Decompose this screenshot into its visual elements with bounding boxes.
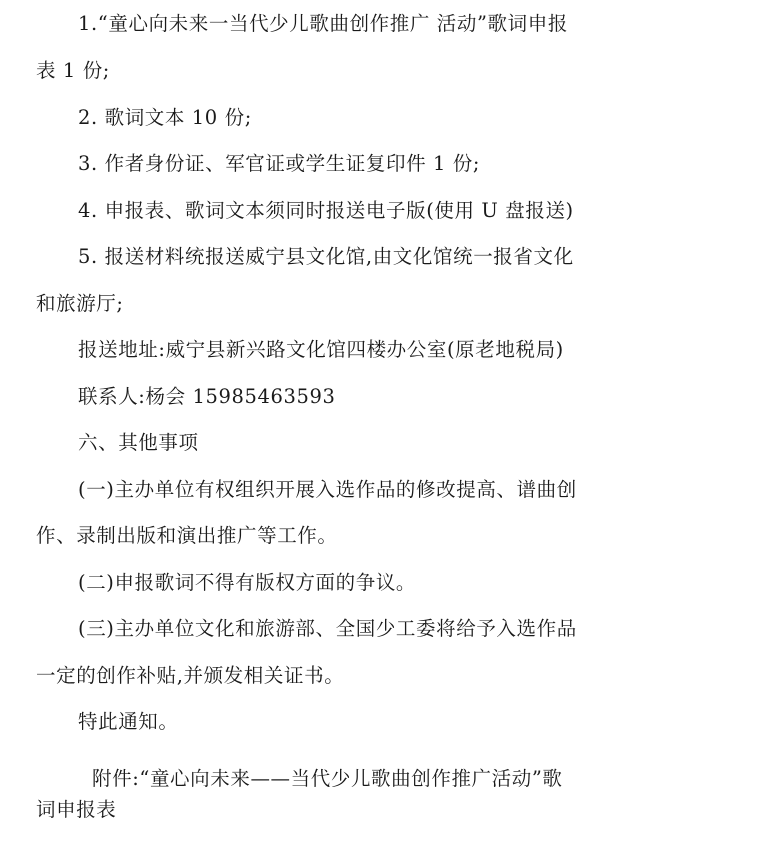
item-5-line-2: 和旅游厅; — [36, 292, 124, 315]
item-1-line-1: 1.“童心向未来一当代少儿歌曲创作推广 活动”歌词申报 — [78, 12, 568, 35]
other-item-2: (二)申报歌词不得有版权方面的争议。 — [78, 571, 417, 594]
closing-line: 特此通知。 — [78, 710, 179, 733]
item-4: 4. 申报表、歌词文本须同时报送电子版(使用 U 盘报送) — [78, 199, 574, 222]
contact-line: 联系人:杨会 15985463593 — [78, 385, 336, 408]
other-item-1-line-1: (一)主办单位有权组织开展入选作品的修改提高、谱曲创 — [78, 478, 577, 501]
item-2: 2. 歌词文本 10 份; — [78, 106, 252, 129]
item-1-line-2: 表 1 份; — [36, 59, 110, 82]
other-item-3-line-2: 一定的创作补贴,并颁发相关证书。 — [36, 664, 345, 687]
address-line: 报送地址:威宁县新兴路文化馆四楼办公室(原老地税局) — [78, 338, 564, 361]
item-3: 3. 作者身份证、军官证或学生证复印件 1 份; — [78, 152, 481, 175]
other-item-1-line-2: 作、录制出版和演出推广等工作。 — [36, 524, 338, 547]
attachment-line-2: 词申报表 — [36, 798, 117, 821]
attachment-line-1: 附件:“童心向未来——当代少儿歌曲创作推广活动”歌 — [92, 767, 563, 790]
other-item-3-line-1: (三)主办单位文化和旅游部、全国少工委将给予入选作品 — [78, 617, 577, 640]
section-heading: 六、其他事项 — [78, 431, 199, 454]
item-5-line-1: 5. 报送材料统报送威宁县文化馆,由文化馆统一报省文化 — [78, 245, 574, 268]
